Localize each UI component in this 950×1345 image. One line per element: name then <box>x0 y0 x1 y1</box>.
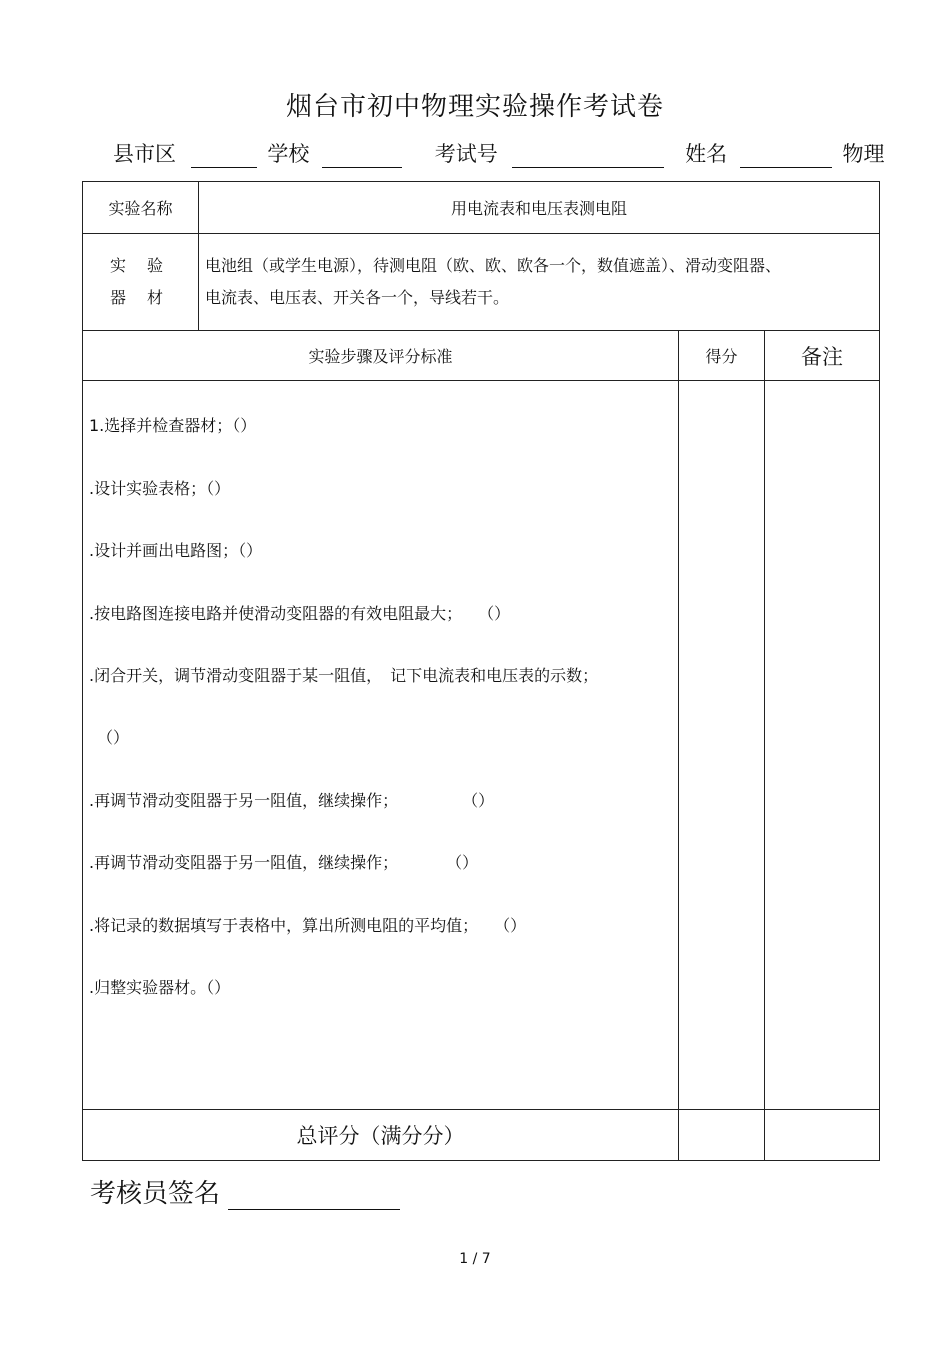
name-blank <box>740 145 832 168</box>
total-score-label: 总评分（满分分） <box>83 1110 679 1161</box>
county-blank <box>191 145 257 168</box>
equipment-label <box>83 234 199 331</box>
equipment-line2: 电流表、电压表、开关各一个，导线若干。 <box>205 288 510 307</box>
step-item: （） <box>97 728 130 747</box>
steps-cell <box>83 381 679 1110</box>
step-item: .再调节滑动变阻器于另一阻值，继续操作； （） <box>89 791 495 810</box>
step-item: .再调节滑动变阻器于另一阻值，继续操作； （） <box>89 853 479 872</box>
step-item: .设计并画出电路图；（） <box>89 541 263 560</box>
total-row <box>83 1110 880 1161</box>
experiment-name-value: 用电流表和电压表测电阻 <box>199 182 880 234</box>
subject-label: 物理 <box>842 142 885 166</box>
exam-number-label: 考试号 <box>434 142 498 166</box>
equipment-list <box>199 234 880 331</box>
exam-table <box>82 181 880 1161</box>
county-label: 县市区 <box>113 142 176 166</box>
steps-header-row <box>83 331 880 381</box>
candidate-info-row <box>113 138 885 168</box>
total-score-cell <box>679 1110 765 1161</box>
experiment-name-row <box>83 182 880 234</box>
exam-number-blank <box>512 145 664 168</box>
step-item: .设计实验表格；（） <box>89 479 231 498</box>
step-item: .按电路图连接电路并使滑动变阻器的有效电阻最大； （） <box>89 604 511 623</box>
examiner-signature <box>90 1173 400 1210</box>
step-item: .将记录的数据填写于表格中，算出所测电阻的平均值； （） <box>89 916 527 935</box>
school-blank <box>322 145 402 168</box>
page-title: 烟台市初中物理实验操作考试卷 <box>285 92 664 122</box>
examiner-signature-blank <box>228 1181 400 1210</box>
experiment-name-label: 实验名称 <box>83 182 199 234</box>
step-item: .闭合开关，调节滑动变阻器于某一阻值， 记下电流表和电压表的示数； <box>89 666 599 685</box>
equipment-row <box>83 234 880 331</box>
step-item: 1.选择并检查器材；（） <box>89 416 257 435</box>
page-number: 1 / 7 <box>459 1251 491 1267</box>
steps-row <box>83 381 880 1110</box>
step-item: .归整实验器材。（） <box>89 978 231 997</box>
equipment-label-line2: 器 材 <box>109 288 172 307</box>
score-header: 得分 <box>679 331 765 381</box>
note-cell <box>765 381 880 1110</box>
equipment-label-line1: 实 验 <box>109 256 172 275</box>
school-label: 学校 <box>267 142 310 166</box>
examiner-label: 考核员签名 <box>90 1179 221 1209</box>
name-label: 姓名 <box>685 142 728 166</box>
total-note-cell <box>765 1110 880 1161</box>
score-cell <box>679 381 765 1110</box>
note-header: 备注 <box>765 331 880 381</box>
equipment-line1: 电池组（或学生电源），待测电阻（欧、欧、欧各一个，数值遮盖）、滑动变阻器、 <box>205 256 782 275</box>
steps-header: 实验步骤及评分标准 <box>83 331 679 381</box>
